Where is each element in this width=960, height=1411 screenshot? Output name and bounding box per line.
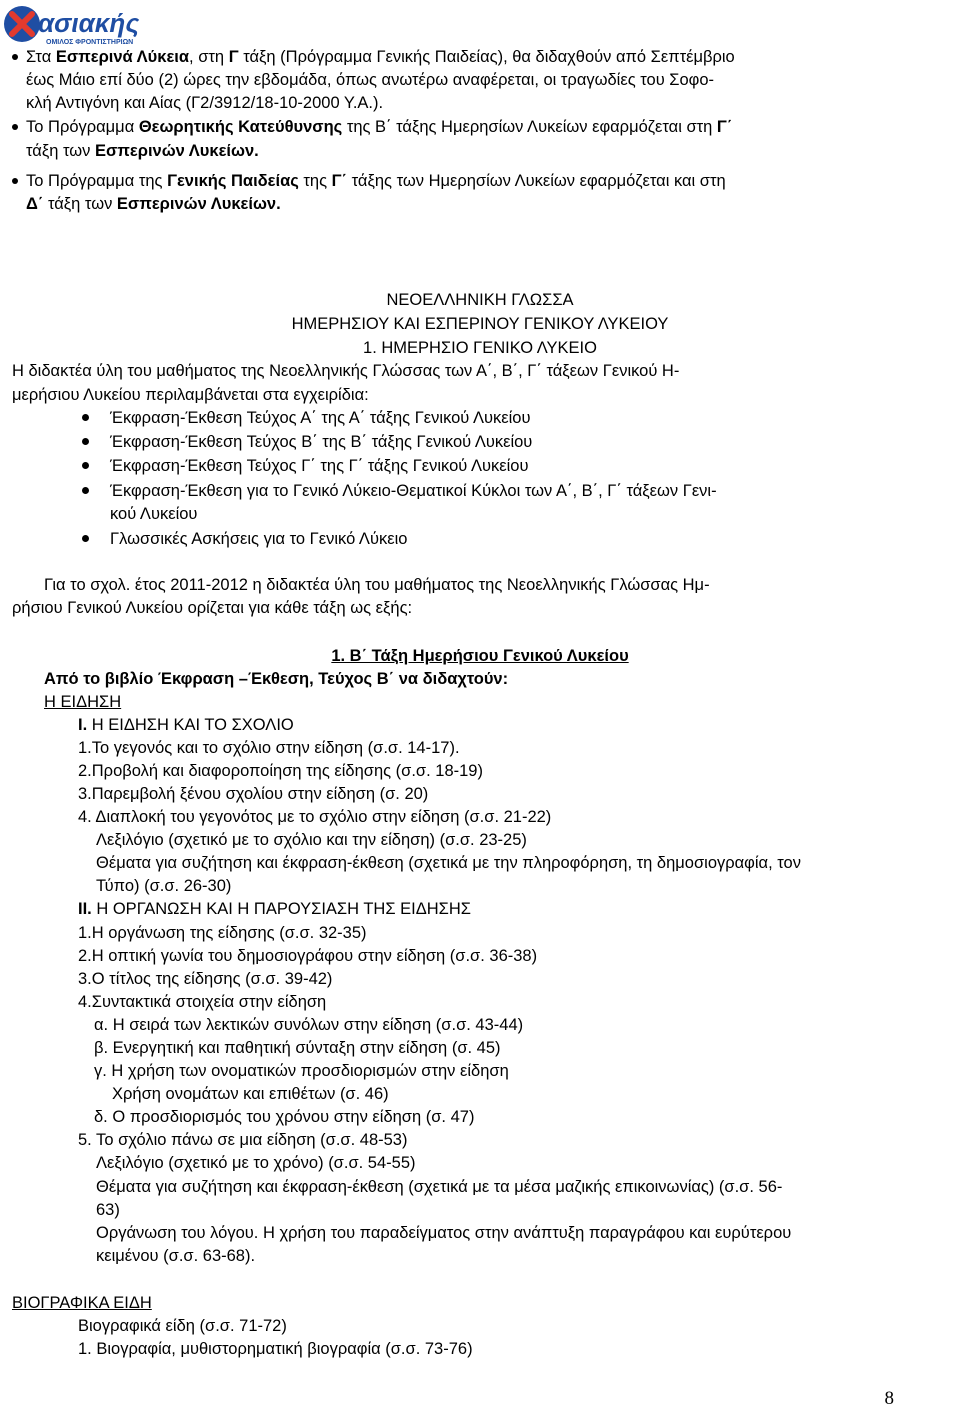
book-item: Γλωσσικές Ασκήσεις για το Γενικό Λύκειο	[110, 530, 408, 548]
book-instruction: Από το βιβλίο Έκφραση –Έκθεση, Τεύχος Β΄ να διδαχτούν:	[44, 670, 509, 688]
syllabus-line: κειμένου (σ.σ. 63-68).	[96, 1247, 256, 1265]
section-title: 1. Β΄ Τάξη Ημερήσιου Γενικού Λυκείου	[331, 647, 629, 665]
syllabus-line: 63)	[96, 1201, 120, 1219]
para1-line2: μερήσιου Λυκείου περιλαμβάνεται στα εγχειρίδια:	[12, 386, 369, 404]
book-item: Έκφραση-Έκθεση Τεύχος Α΄ της Α΄ τάξης Γενικού Λυκείου	[110, 409, 531, 427]
bullet-icon	[12, 178, 18, 184]
chapter-heading: I. Η ΕΙΔΗΣΗ ΚΑΙ ΤΟ ΣΧΟΛΙΟ	[78, 716, 294, 734]
syllabus-line: Θέματα για συζήτηση και έκφραση-έκθεση (σχετικά με τα μέσα μαζικής επικοινωνίας) (σ.σ. 56-	[96, 1178, 783, 1196]
syllabus-line: 2.Προβολή και διαφοροποίηση της είδησης (σ.σ. 18-19)	[78, 762, 483, 780]
subject-title: ΝΕΟΕΛΛΗΝΙΚΗ ΓΛΩΣΣΑ	[386, 291, 574, 309]
para2-line2: ρήσιου Γενικού Λυκείου ορίζεται για κάθε τάξη ως εξής:	[12, 599, 413, 617]
bio-line: 1. Βιογραφία, μυθιστορηματική βιογραφία (σ.σ. 73-76)	[78, 1340, 473, 1358]
syllabus-line: Θέματα για συζήτηση και έκφραση-έκθεση (σχετικά με την πληροφόρηση, τη δημοσιογραφία, τον	[96, 854, 801, 872]
intro-b3-line2: Δ΄ τάξη των Εσπερινών Λυκείων.	[26, 195, 281, 213]
syllabus-line: 4. Διαπλοκή του γεγονότος με το σχόλιο στην είδηση (σ.σ. 21-22)	[78, 808, 552, 826]
bullet-icon	[82, 414, 89, 421]
bullet-icon	[12, 54, 18, 60]
bullet-icon	[82, 487, 89, 494]
bio-heading: ΒΙΟΓΡΑΦΙΚΑ ΕΙΔΗ	[12, 1294, 152, 1312]
syllabus-line: 3.Παρεμβολή ξένου σχολίου στην είδηση (σ. 20)	[78, 785, 429, 803]
bullet-icon	[12, 124, 18, 130]
page-number: 8	[884, 1388, 894, 1409]
syllabus-line: β. Ενεργητική και παθητική σύνταξη στην είδηση (σ. 45)	[94, 1039, 501, 1057]
bullet-icon	[82, 462, 89, 469]
bio-line: Βιογραφικά είδη (σ.σ. 71-72)	[78, 1317, 287, 1335]
syllabus-line: 3.Ο τίτλος της είδησης (σ.σ. 39-42)	[78, 970, 333, 988]
syllabus-line: 1.Το γεγονός και το σχόλιο στην είδηση (σ.σ. 14-17).	[78, 739, 460, 757]
bullet-icon	[82, 535, 89, 542]
syllabus-line: Οργάνωση του λόγου. Η χρήση του παραδείγματος στην ανάπτυξη παραγράφου και ευρύτερου	[96, 1224, 792, 1242]
intro-b2-line1: Το Πρόγραμμα Θεωρητικής Κατεύθυνσης της Β΄ τάξης Ημερησίων Λυκείων εφαρμόζεται στη Γ΄	[26, 118, 733, 136]
syllabus-line: 5. Το σχόλιο πάνω σε μια είδηση (σ.σ. 48-53)	[78, 1131, 408, 1149]
syllabus-line: 4.Συντακτικά στοιχεία στην είδηση	[78, 993, 327, 1011]
syllabus-line: 2.Η οπτική γωνία του δημοσιογράφου στην είδηση (σ.σ. 36-38)	[78, 947, 538, 965]
svg-text:ΟΜΙΛΟΣ ΦΡΟΝΤΙΣΤΗΡΙΩΝ: ΟΜΙΛΟΣ ΦΡΟΝΤΙΣΤΗΡΙΩΝ	[46, 39, 134, 46]
intro-b1-line2: έως Μάιο επί δύο (2) ώρες την εβδομάδα, όπως ανωτέρω αναφέρεται, οι τραγωδίες του Σοφο-	[26, 71, 715, 89]
syllabus-line: Χρήση ονομάτων και επιθέτων (σ. 46)	[112, 1085, 389, 1103]
svg-text:ασιακής: ασιακής	[38, 8, 140, 38]
para1-line1: Η διδακτέα ύλη του μαθήματος της Νεοελληνικής Γλώσσας των Α΄, Β΄, Γ΄ τάξεων Γενικού Η-	[12, 362, 680, 380]
intro-b2-line2: τάξη των Εσπερινών Λυκείων.	[26, 142, 259, 160]
intro-b3-line1: Το Πρόγραμμα της Γενικής Παιδείας της Γ΄ τάξης των Ημερησίων Λυκείων εφαρμόζεται και στη	[26, 172, 726, 190]
topic-heading: Η ΕΙΔΗΣΗ	[44, 693, 122, 711]
chapter-heading: II. Η ΟΡΓΑΝΩΣΗ ΚΑΙ Η ΠΑΡΟΥΣΙΑΣΗ ΤΗΣ ΕΙΔΗΣΗΣ	[78, 900, 471, 918]
intro-b1-line1: Στα Εσπερινά Λύκεια, στη Γ τάξη (Πρόγραμμα Γενικής Παιδείας), θα διδαχθούν από Σεπτέμβριο	[26, 48, 735, 66]
subject-subtitle: ΗΜΕΡΗΣΙΟΥ ΚΑΙ ΕΣΠΕΡΙΝΟΥ ΓΕΝΙΚΟΥ ΛΥΚΕΙΟΥ	[291, 315, 669, 333]
syllabus-line: Τύπο) (σ.σ. 26-30)	[96, 877, 232, 895]
syllabus-line: α. Η σειρά των λεκτικών συνόλων στην είδηση (σ.σ. 43-44)	[94, 1016, 524, 1034]
syllabus-line: Λεξιλόγιο (σχετικό με το σχόλιο και την είδηση) (σ.σ. 23-25)	[96, 831, 527, 849]
syllabus-line: δ. Ο προσδιορισμός του χρόνου στην είδηση (σ. 47)	[94, 1108, 475, 1126]
school-type-title: 1. ΗΜΕΡΗΣΙΟ ΓΕΝΙΚΟ ΛΥΚΕΙΟ	[363, 339, 597, 357]
syllabus-line: Λεξιλόγιο (σχετικό με το χρόνο) (σ.σ. 54-55)	[96, 1154, 416, 1172]
para2-line1: Για το σχολ. έτος 2011-2012 η διδακτέα ύλη του μαθήματος της Νεοελληνικής Γλώσσας Ημ-	[44, 576, 710, 594]
bullet-icon	[82, 438, 89, 445]
intro-b1-line3: κλή Αντιγόνη και Αίας (Γ2/3912/18-10-2000 Υ.Α.).	[26, 94, 384, 112]
book-item: Έκφραση-Έκθεση για το Γενικό Λύκειο-Θεματικοί Κύκλοι των Α΄, Β΄, Γ΄ τάξεων Γενι-	[110, 482, 717, 500]
syllabus-line: γ. Η χρήση των ονοματικών προσδιορισμών στην είδηση	[94, 1062, 509, 1080]
book-item-cont: κού Λυκείου	[110, 505, 198, 523]
publisher-logo	[2, 2, 198, 46]
syllabus-line: 1.Η οργάνωση της είδησης (σ.σ. 32-35)	[78, 924, 367, 942]
book-item: Έκφραση-Έκθεση Τεύχος Γ΄ της Γ΄ τάξης Γενικού Λυκείου	[110, 457, 529, 475]
book-item: Έκφραση-Έκθεση Τεύχος Β΄ της Β΄ τάξης Γενικού Λυκείου	[110, 433, 533, 451]
